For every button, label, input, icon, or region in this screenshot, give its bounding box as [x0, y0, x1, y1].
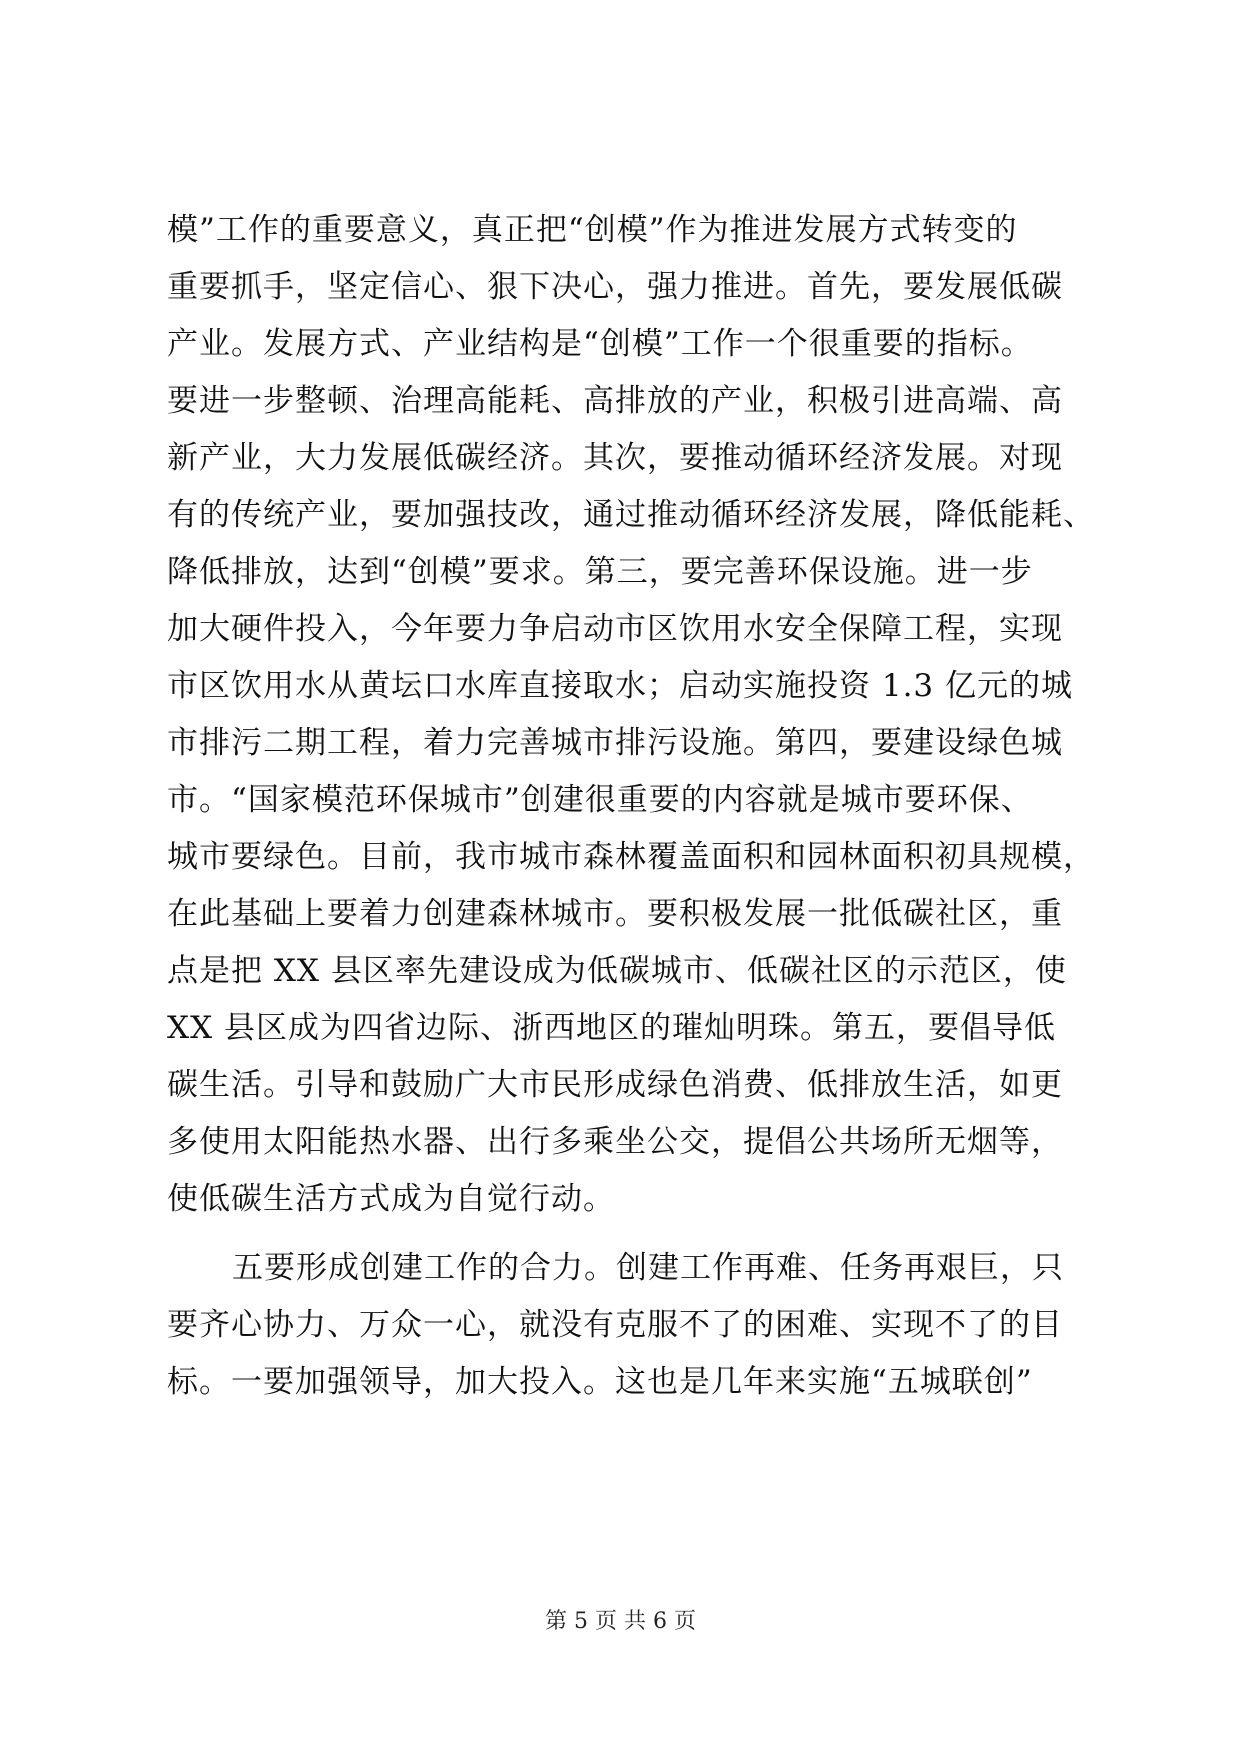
text-line-1: 模”工作的重要意义，真正把“创模”作为推进发展方式转变的 [167, 212, 1018, 248]
text-line-6: 有的传统产业，要加强技改，通过推动循环经济发展，降低能耗、 [167, 497, 1095, 533]
text-line-16: 碳生活。引导和鼓励广大市民形成绿色消费、低排放生活，如更 [167, 1067, 1063, 1103]
text-line-7: 降低排放，达到“创模”要求。第三，要完善环保设施。进一步 [167, 554, 1033, 590]
text-line-8: 加大硬件投入，今年要力争启动市区饮用水安全保障工程，实现 [167, 611, 1063, 647]
text-line-5: 新产业，大力发展低碳经济。其次，要推动循环经济发展。对现 [167, 440, 1063, 476]
text-line-21: 标。一要加强领导，加大投入。这也是几年来实施“五城联创” [167, 1364, 1033, 1400]
text-line-2: 重要抓手，坚定信心、狠下决心，强力推进。首先，要发展低碳 [167, 269, 1063, 305]
text-line-10: 市排污二期工程，着力完善城市排污设施。第四，要建设绿色城 [167, 725, 1063, 761]
text-line-13: 在此基础上要着力创建森林城市。要积极发展一批低碳社区，重 [167, 896, 1063, 932]
paragraph-start-line: 五要形成创建工作的合力。创建工作再难、任务再艰巨，只 [232, 1250, 1064, 1286]
text-line-20: 要齐心协力、万众一心，就没有克服不了的困难、实现不了的目 [167, 1307, 1063, 1343]
text-line-17: 多使用太阳能热水器、出行多乘坐公交，提倡公共场所无烟等， [167, 1124, 1063, 1160]
text-line-18: 使低碳生活方式成为自觉行动。 [167, 1181, 615, 1217]
text-line-9: 市区饮用水从黄坛口水库直接取水；启动实施投资 1.3 亿元的城 [167, 668, 1074, 704]
text-line-12: 城市要绿色。目前，我市城市森林覆盖面积和园林面积初具规模， [167, 839, 1095, 875]
text-line-11: 市。“国家模范环保城市”创建很重要的内容就是城市要环保、 [167, 782, 1033, 818]
text-line-3: 产业。发展方式、产业结构是“创模”工作一个很重要的指标。 [167, 326, 1033, 362]
text-line-14: 点是把 XX 县区率先建设成为低碳城市、低碳社区的示范区，使 [167, 953, 1067, 989]
text-line-15: XX 县区成为四省边际、浙西地区的璀灿明珠。第五，要倡导低 [167, 1010, 1056, 1046]
text-line-4: 要进一步整顿、治理高能耗、高排放的产业，积极引进高端、高 [167, 383, 1063, 419]
page-number-footer: 第 5 页 共 6 页 [545, 1609, 696, 1634]
